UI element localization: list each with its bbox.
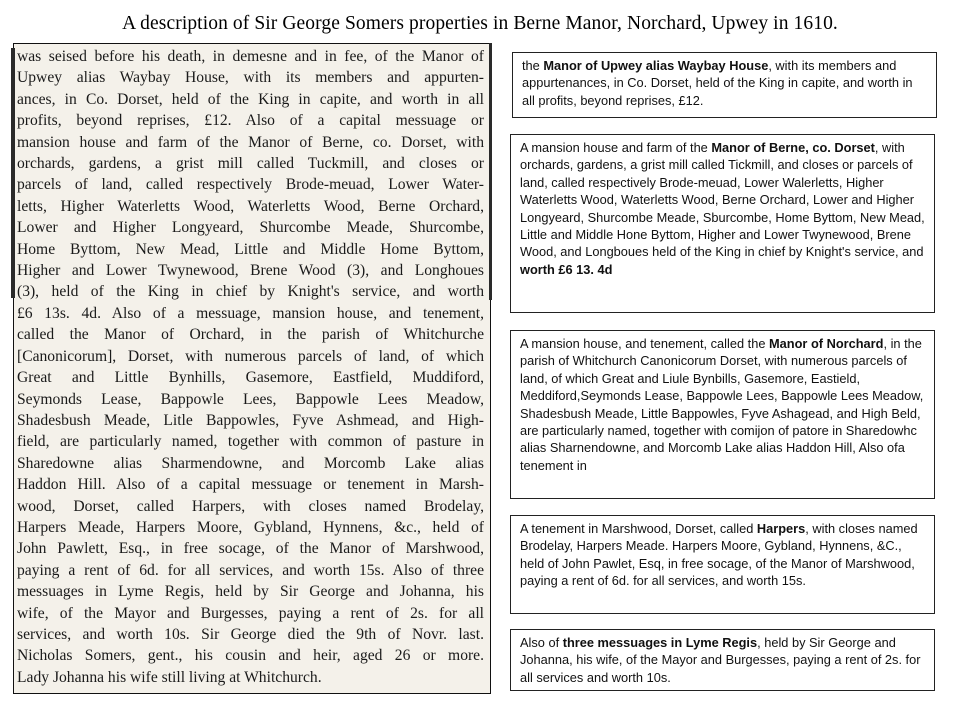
box-text: the <box>522 58 544 73</box>
scan-line: messuages in Lyme Regis, held by Sir George and Johanna, his <box>17 583 484 601</box>
box-text: Also of <box>520 635 563 650</box>
scan-line: field, are particularly named, together with common of pasture in <box>17 433 484 451</box>
summary-box-norchard <box>510 330 935 499</box>
scanned-text <box>14 44 490 688</box>
scan-line: services, and worth 10s. Sir George died the 9th of Novr. last. <box>17 625 484 643</box>
box-text: A mansion house and farm of the <box>520 140 712 155</box>
scan-line: parcels of land, called respectively Brode-meuad, Lower Water- <box>17 176 484 194</box>
box-text: , with orchards, gardens, a grist mill called Tickmill, and closes or parcels of land, called respectively Brode-meuad, Lower Walerletts, Higher Waterletts Wood, Waterletts Wood, Berne Orchard, Lower and Higher Longyeard, Shurcombe Meade, Sburcombe, Home Byttom, New Mead, Little and Middle Hone Byttom, Higher and Lower Twynewood, Brene Wood, and Longboues held of the King in chief by Knight's service, and <box>520 140 925 260</box>
box-bold-text: Manor of Norchard <box>769 336 884 351</box>
summary-box-harpers <box>510 515 935 614</box>
scan-line: John Pawlett, Esq., in free socage, of the Manor of Marshwood, <box>17 540 484 558</box>
scan-line: Lower and Higher Longyeard, Shurcombe Meade, Shurcombe, <box>17 219 484 237</box>
box-bold-text: three messuages in Lyme Regis <box>562 635 758 650</box>
box-text: A tenement in Marshwood, Dorset, called <box>520 521 757 536</box>
box-bold-text: Manor of Upwey alias Waybay House <box>543 58 769 73</box>
scan-line: Nicholas Somers, gent., his cousin and heir, aged 26 or more. <box>17 647 484 665</box>
box-text: , held by Sir George and Johanna, his wife, of the Mayor and Burgesses, paying a rent of 2s. for all services and worth 10s. <box>520 635 921 685</box>
box-text: , in the parish of Whitchurch Canonicorum Dorset, with numerous parcels of land, of which Great and Liule Bynbills, Gasemore, Eastield, Meddiford,Seymonds Lease, Bappowle Lees, Bappowle Lees Meadow, Shadesbush Meade, Little Bappowles, Fyve Ashagead, and High Beld, are particularly named, together with comijon of patore in Sharedowhc alias Sharnendowne, and Morcomb Lake alias Haddon Hill, Also ofa tenement in <box>520 336 924 473</box>
box-bold-text: Manor of Berne, co. Dorset <box>711 140 875 155</box>
scan-line: called the Manor of Orchard, in the parish of Whitchurche <box>17 326 484 344</box>
scan-line: Seymonds Lease, Bappowle Lees, Bappowle Lees Meadow, <box>17 390 484 408</box>
slide-title: A description of Sir George Somers properties in Berne Manor, Norchard, Upwey in 1610. <box>122 13 838 34</box>
scan-line: was seised before his death, in demesne and in fee, of the Manor of <box>17 48 484 65</box>
scan-line: Great and Little Bynhills, Gasemore, Eastfield, Muddiford, <box>17 369 484 387</box>
summary-box-lyme-regis <box>510 629 935 691</box>
summary-box-berne <box>510 134 935 313</box>
scan-line: Haddon Hill. Also of a capital messuage or tenement in Marsh- <box>17 476 484 494</box>
scan-line: letts, Higher Waterletts Wood, Waterletts Wood, Berne Orchard, <box>17 197 484 215</box>
scan-line: Shadesbush Meade, Litle Bappowles, Fyve Ashmead, and High- <box>17 411 484 429</box>
scan-line: [Canonicorum], Dorset, with numerous parcels of land, of which <box>17 347 484 365</box>
box-text: , with its members and appurtenances, in Co. Dorset, held of the King in capite, and worth in all profits, beyond reprises, £12. <box>522 58 913 108</box>
scan-line: wife, of the Mayor and Burgesses, paying a rent of 2s. for all <box>17 604 484 622</box>
scan-line: paying a rent of 6d. for all services, and worth 15s. Also of three <box>17 561 484 579</box>
scan-line: Harpers Meade, Harpers Moore, Gybland, Hynnens, &c., held of <box>17 518 484 536</box>
scan-line: orchards, gardens, a grist mill called Tuckmill, and closes or <box>17 155 484 173</box>
scan-line: ances, in Co. Dorset, held of the King in capite, and worth in all <box>17 90 484 108</box>
scan-edge-left <box>11 48 15 298</box>
scan-line: mansion house and farm of the Manor of Berne, co. Dorset, with <box>17 133 484 151</box>
box-bold-text: Harpers <box>756 521 806 536</box>
scanned-document-excerpt <box>13 43 491 694</box>
scan-edge-right <box>489 43 492 300</box>
scan-line: £6 13s. 4d. Also of a messuage, mansion house, and tenement, <box>17 304 484 322</box>
scan-line: wood, Dorset, called Harpers, with closes named Brodelay, <box>17 497 484 515</box>
scan-line: profits, beyond reprises, £12. Also of a capital messuage or <box>17 112 484 130</box>
box-bold-text: worth £6 13. 4d <box>520 261 613 277</box>
box-text: A mansion house, and tenement, called the <box>520 336 769 351</box>
scan-line: Home Byttom, New Mead, Little and Middle Home Byttom, <box>17 240 484 258</box>
scan-line: Lady Johanna his wife still living at Whitchurch. <box>17 668 322 686</box>
box-text: , with closes named Brodelay, Harpers Meade. Harpers Moore, Gybland, Hynnens, &C., held of John Pawlet, Esq, in free socage, of the Manor of Marshwood, paying a rent of 6d. for all services, and worth 15s. <box>520 521 918 589</box>
scan-line: Sharedowne alias Sharmendowne, and Morcomb Lake alias <box>17 454 484 472</box>
scan-line: Higher and Lower Twynewood, Brene Wood (3), and Longhoues <box>17 262 484 280</box>
summary-box-upwey <box>512 52 937 118</box>
scan-line: Upwey alias Waybay House, with its members and appurten- <box>17 69 484 87</box>
scan-line: (3), held of the King in chief by Knight's service, and worth <box>17 283 484 301</box>
